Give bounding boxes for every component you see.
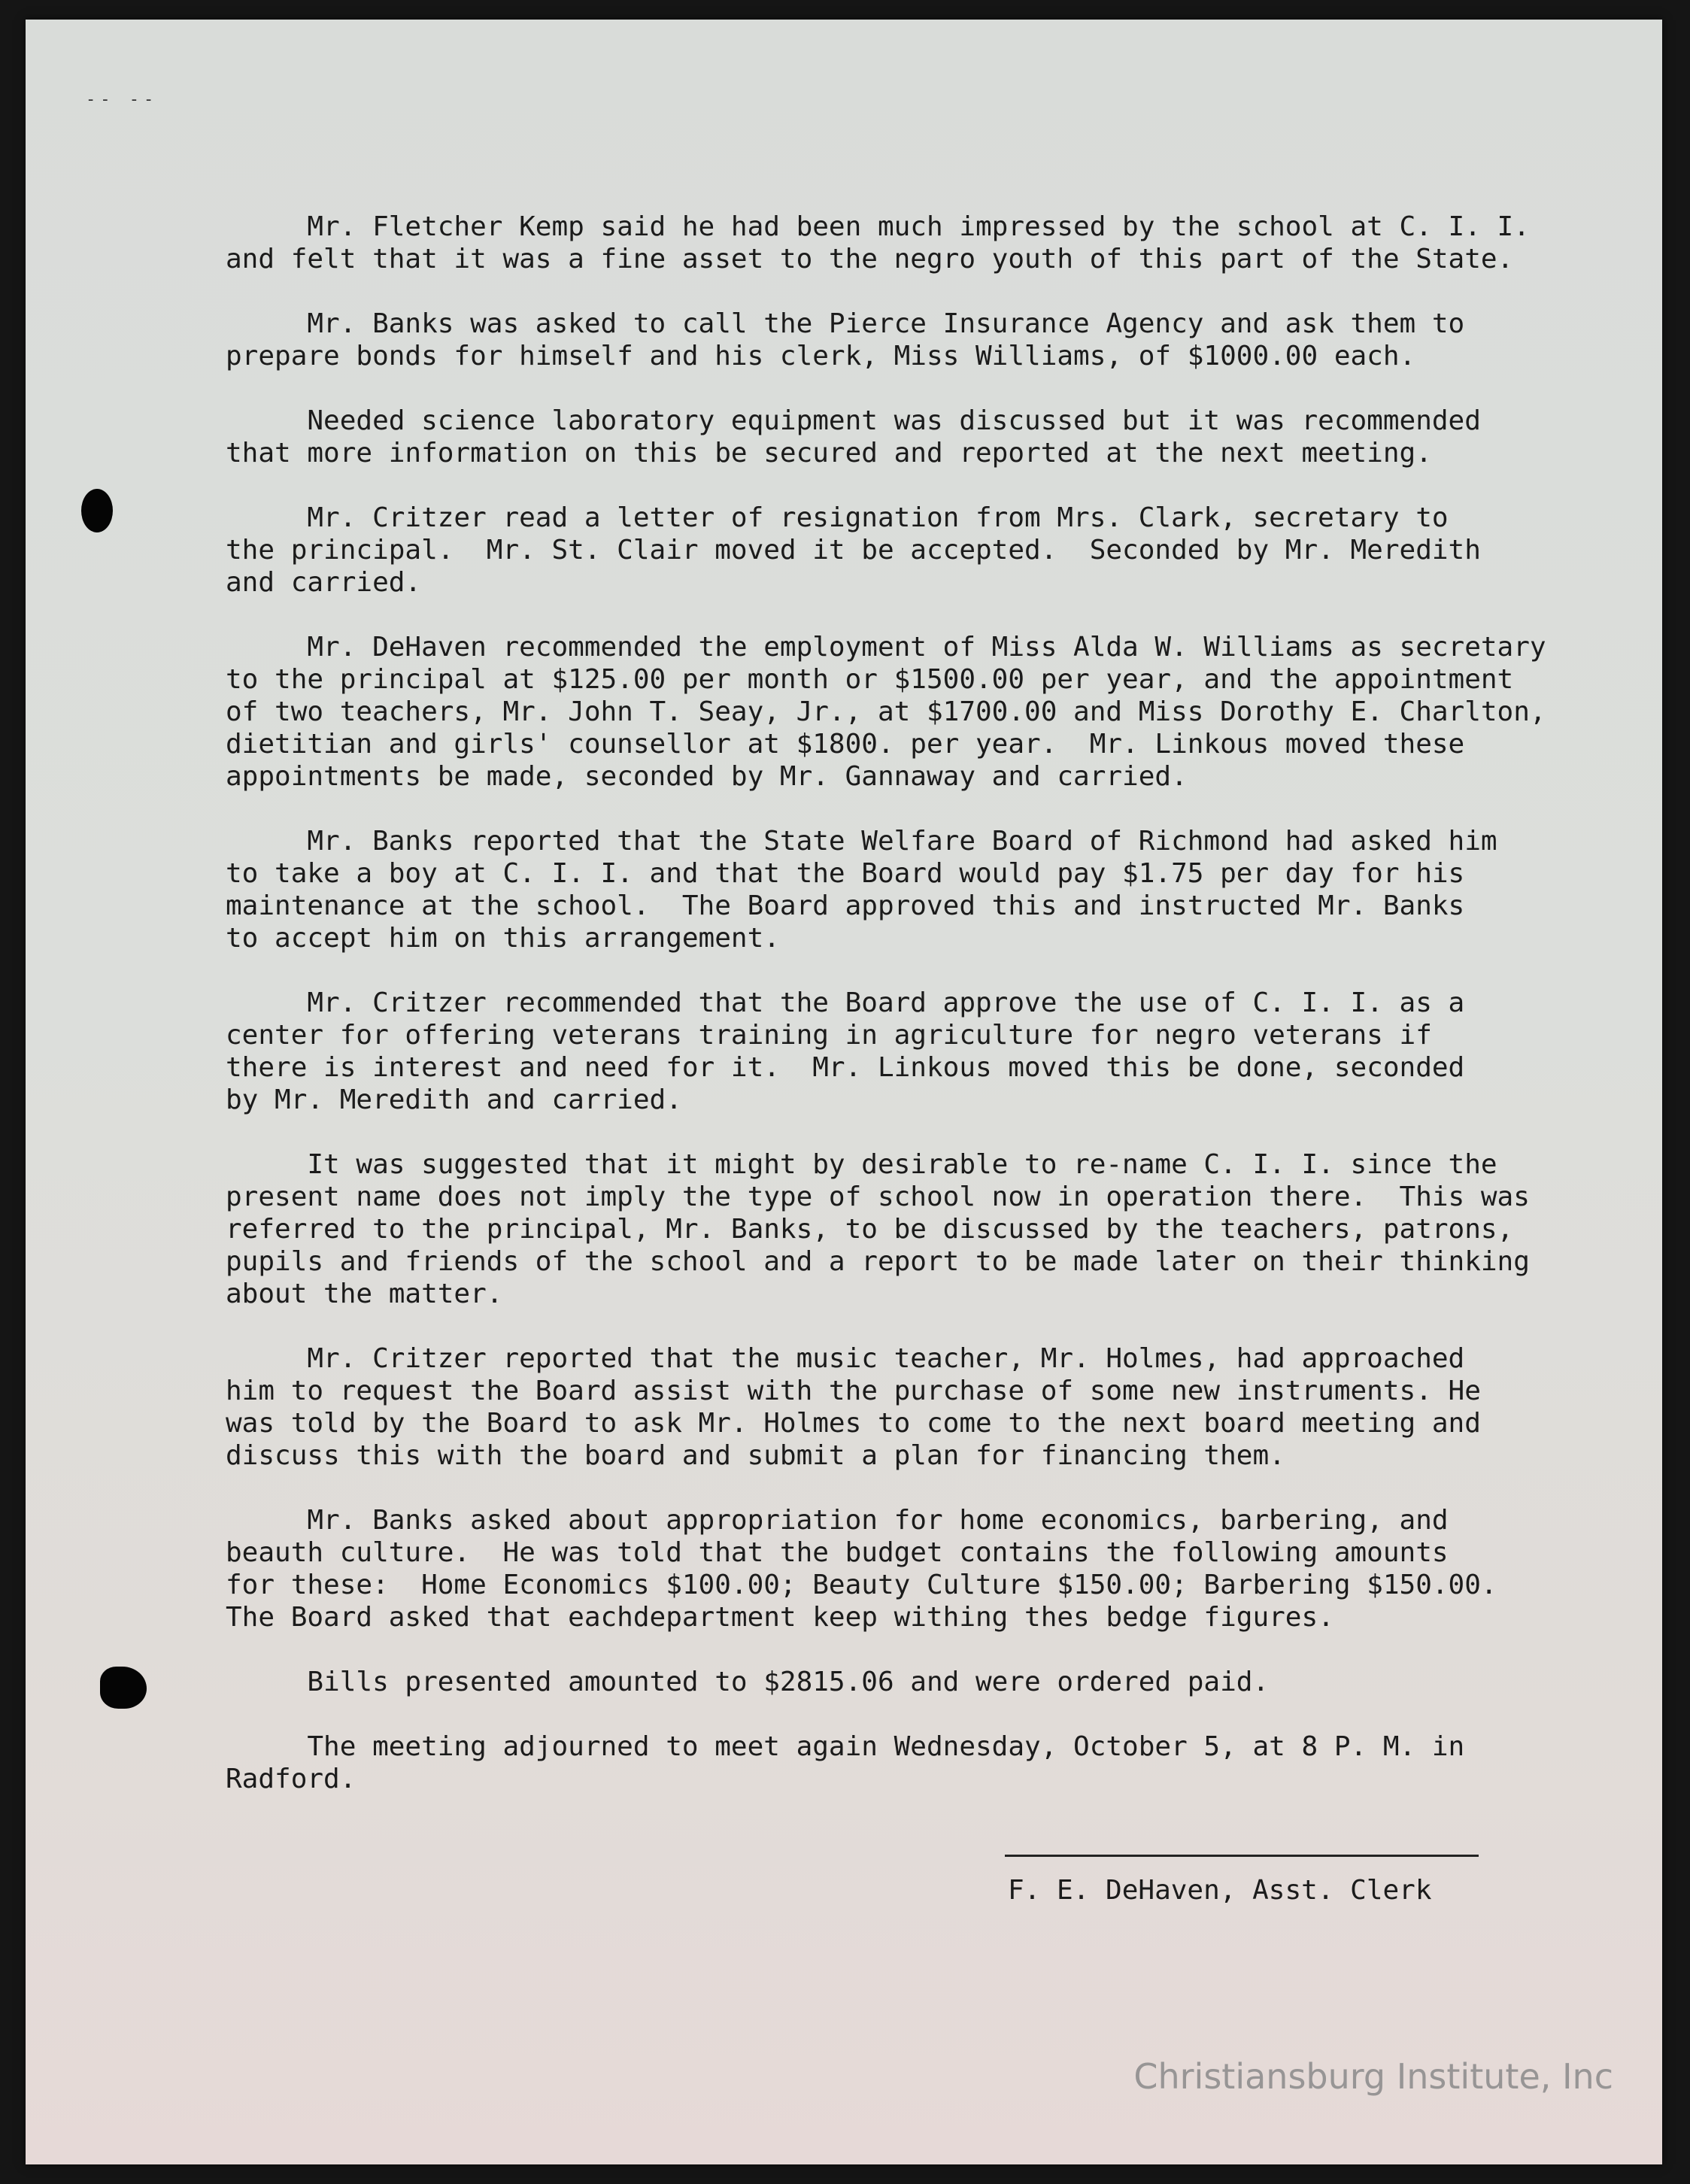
punch-hole-bottom bbox=[100, 1667, 147, 1709]
text-line: Mr. Banks reported that the State Welfare Board of Richmond had asked him bbox=[226, 826, 1497, 857]
text-line: Bills presented amounted to $2815.06 and were ordered paid. bbox=[226, 1667, 1270, 1697]
signature-name: F. E. DeHaven, Asst. Clerk bbox=[1008, 1875, 1432, 1906]
watermark: Christiansburg Institute, Inc bbox=[1133, 2056, 1613, 2097]
text-line: pupils and friends of the school and a report to be made later on their thinking bbox=[226, 1246, 1530, 1277]
text-line: for these: Home Economics $100.00; Beauty Culture $150.00; Barbering $150.00. bbox=[226, 1570, 1497, 1600]
text-line: that more information on this be secured and reported at the next meeting. bbox=[226, 438, 1432, 469]
text-line: was told by the Board to ask Mr. Holmes to come to the next board meeting and bbox=[226, 1408, 1481, 1439]
text-line: of two teachers, Mr. John T. Seay, Jr., at $1700.00 and Miss Dorothy E. Charlton, bbox=[226, 696, 1546, 727]
text-line: The Board asked that eachdepartment keep withing thes bedge figures. bbox=[226, 1602, 1334, 1633]
text-line: Mr. Critzer reported that the music teacher, Mr. Holmes, had approached bbox=[226, 1343, 1465, 1374]
paragraph bbox=[226, 405, 1549, 469]
text-line: maintenance at the school. The Board approved this and instructed Mr. Banks bbox=[226, 890, 1465, 921]
text-line: Radford. bbox=[226, 1764, 357, 1794]
paragraph bbox=[226, 308, 1549, 372]
paragraph bbox=[226, 1666, 1549, 1698]
text-line: to the principal at $125.00 per month or $1500.00 per year, and the appointment bbox=[226, 664, 1514, 695]
corner-mark: -- -- bbox=[86, 90, 159, 109]
text-line: referred to the principal, Mr. Banks, to be discussed by the teachers, patrons, bbox=[226, 1214, 1514, 1245]
text-line: The meeting adjourned to meet again Wednesday, October 5, at 8 P. M. in bbox=[226, 1731, 1465, 1762]
text-line: Mr. Critzer recommended that the Board approve the use of C. I. I. as a bbox=[226, 987, 1465, 1018]
text-line: beauth culture. He was told that the budget contains the following amounts bbox=[226, 1537, 1449, 1568]
text-line: him to request the Board assist with the purchase of some new instruments. He bbox=[226, 1376, 1481, 1406]
text-line: appointments be made, seconded by Mr. Gannaway and carried. bbox=[226, 761, 1188, 792]
text-line: Mr. Banks was asked to call the Pierce Insurance Agency and ask them to bbox=[226, 308, 1465, 339]
punch-hole-top bbox=[81, 489, 113, 532]
text-line: and felt that it was a fine asset to the negro youth of this part of the State. bbox=[226, 244, 1514, 275]
paragraph bbox=[226, 631, 1549, 793]
paragraph bbox=[226, 987, 1549, 1116]
minutes-body bbox=[226, 211, 1549, 1828]
signature-line bbox=[1005, 1855, 1479, 1857]
paragraph bbox=[226, 825, 1549, 954]
text-line: It was suggested that it might by desirable to re-name C. I. I. since the bbox=[226, 1149, 1497, 1180]
text-line: the principal. Mr. St. Clair moved it be accepted. Seconded by Mr. Meredith bbox=[226, 535, 1481, 566]
text-line: present name does not imply the type of school now in operation there. This was bbox=[226, 1181, 1530, 1212]
text-line: Mr. Banks asked about appropriation for home economics, barbering, and bbox=[226, 1505, 1449, 1536]
text-line: to accept him on this arrangement. bbox=[226, 923, 780, 954]
text-line: by Mr. Meredith and carried. bbox=[226, 1084, 682, 1115]
paragraph bbox=[226, 1731, 1549, 1795]
paragraph bbox=[226, 1504, 1549, 1633]
text-line: Mr. Critzer read a letter of resignation from Mrs. Clark, secretary to bbox=[226, 502, 1449, 533]
paragraph bbox=[226, 502, 1549, 599]
text-line: Needed science laboratory equipment was discussed but it was recommended bbox=[226, 405, 1481, 436]
paragraph bbox=[226, 1148, 1549, 1310]
signature-block bbox=[1005, 1855, 1479, 1906]
text-line: to take a boy at C. I. I. and that the Board would pay $1.75 per day for his bbox=[226, 858, 1465, 889]
text-line: dietitian and girls' counsellor at $1800. per year. Mr. Linkous moved these bbox=[226, 729, 1465, 760]
text-line: Mr. DeHaven recommended the employment of Miss Alda W. Williams as secretary bbox=[226, 632, 1546, 663]
paragraph bbox=[226, 211, 1549, 275]
text-line: and carried. bbox=[226, 567, 422, 598]
text-line: about the matter. bbox=[226, 1279, 503, 1309]
text-line: discuss this with the board and submit a plan for financing them. bbox=[226, 1440, 1285, 1471]
paragraph bbox=[226, 1342, 1549, 1472]
text-line: center for offering veterans training in agriculture for negro veterans if bbox=[226, 1020, 1432, 1051]
text-line: prepare bonds for himself and his clerk, Miss Williams, of $1000.00 each. bbox=[226, 341, 1416, 372]
text-line: Mr. Fletcher Kemp said he had been much impressed by the school at C. I. I. bbox=[226, 211, 1530, 242]
text-line: there is interest and need for it. Mr. Linkous moved this be done, seconded bbox=[226, 1052, 1465, 1083]
